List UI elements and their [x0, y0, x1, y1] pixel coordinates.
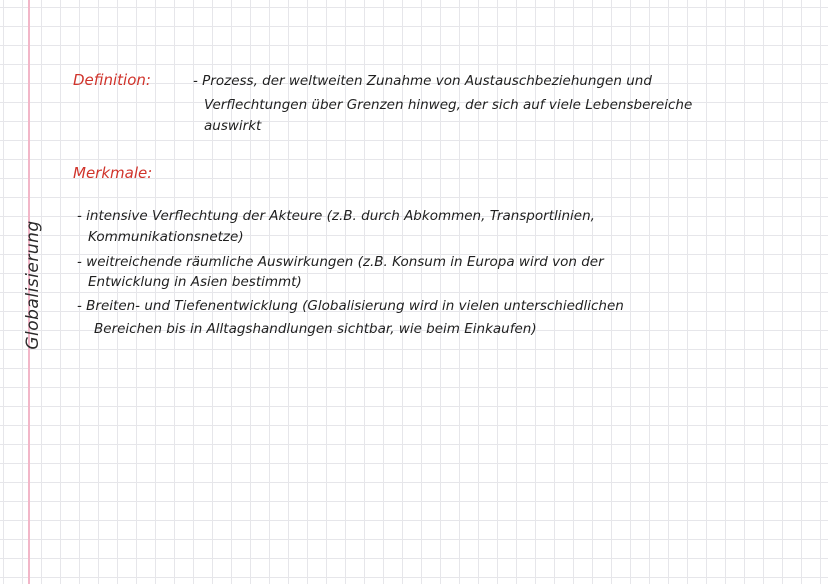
feature-line-1: - intensive Verflechtung der Akteure (z.B. durch Abkommen, Transportlinien,	[77, 208, 595, 224]
feature-line-4: Entwicklung in Asien bestimmt)	[88, 274, 302, 290]
definition-line-1: - Prozess, der weltweiten Zunahme von Austauschbeziehungen und	[193, 73, 652, 89]
feature-line-6: Bereichen bis in Alltagshandlungen sichtbar, wie beim Einkaufen)	[94, 321, 537, 337]
definition-label: Definition:	[73, 71, 151, 89]
side-title: Globalisierung	[23, 220, 43, 350]
features-label: Merkmale:	[73, 164, 153, 182]
definition-line-3: auswirkt	[204, 118, 262, 134]
feature-line-5: - Breiten- und Tiefenentwicklung (Globalisierung wird in vielen unterschiedlichen	[77, 298, 624, 314]
feature-line-3: - weitreichende räumliche Auswirkungen (z.B. Konsum in Europa wird von der	[77, 254, 604, 270]
definition-line-2: Verflechtungen über Grenzen hinweg, der sich auf viele Lebensbereiche	[204, 97, 693, 113]
feature-line-2: Kommunikationsnetze)	[88, 229, 244, 245]
